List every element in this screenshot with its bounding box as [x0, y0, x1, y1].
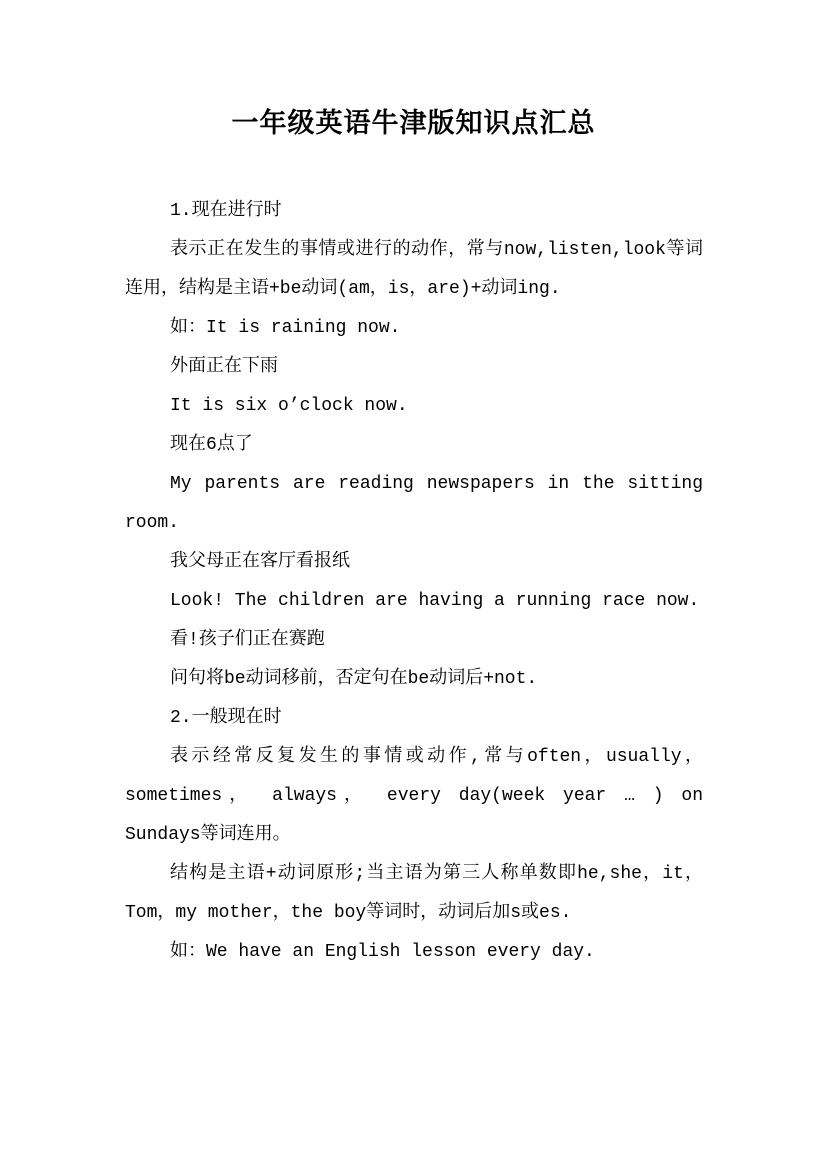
- example-translation: 外面正在下雨: [170, 357, 278, 377]
- paragraph-simple-present-structure: 结构是主语+动词原形;当主语为第三人称单数即he,she，it，Tom，my mother，the boy等词时，动词后加s或es.: [125, 864, 703, 923]
- example-sentence: My parents are reading newspapers in the sitting room.: [125, 474, 703, 533]
- example-translation: 看!孩子们正在赛跑: [170, 630, 325, 650]
- document-body: [125, 192, 703, 972]
- grammar-note: 问句将be动词移前，否定句在be动词后+not.: [170, 669, 538, 689]
- example-sentence: It is six o’clock now.: [170, 396, 408, 416]
- paragraph-simple-present-definition: 表示经常反复发生的事情或动作,常与often，usually，sometimes， always， every day(week year … ) on Sundays等词连用。: [125, 747, 703, 845]
- section-heading-simple-present: 2.一般现在时: [170, 708, 282, 728]
- section-heading-present-continuous: 1.现在进行时: [170, 201, 282, 221]
- document-title: 一年级英语牛津版知识点汇总: [231, 108, 596, 139]
- example-translation: 我父母正在客厅看报纸: [170, 552, 350, 572]
- paragraph-present-continuous-definition: 表示正在发生的事情或进行的动作，常与now,listen,look等词连用，结构是主语+be动词(am，is，are)+动词ing.: [125, 240, 703, 299]
- example-sentence: Look! The children are having a running race now.: [170, 591, 700, 611]
- example-translation: 现在6点了: [170, 435, 253, 455]
- example-sentence: 如：We have an English lesson every day.: [170, 942, 595, 962]
- example-sentence: 如：It is raining now.: [170, 318, 401, 338]
